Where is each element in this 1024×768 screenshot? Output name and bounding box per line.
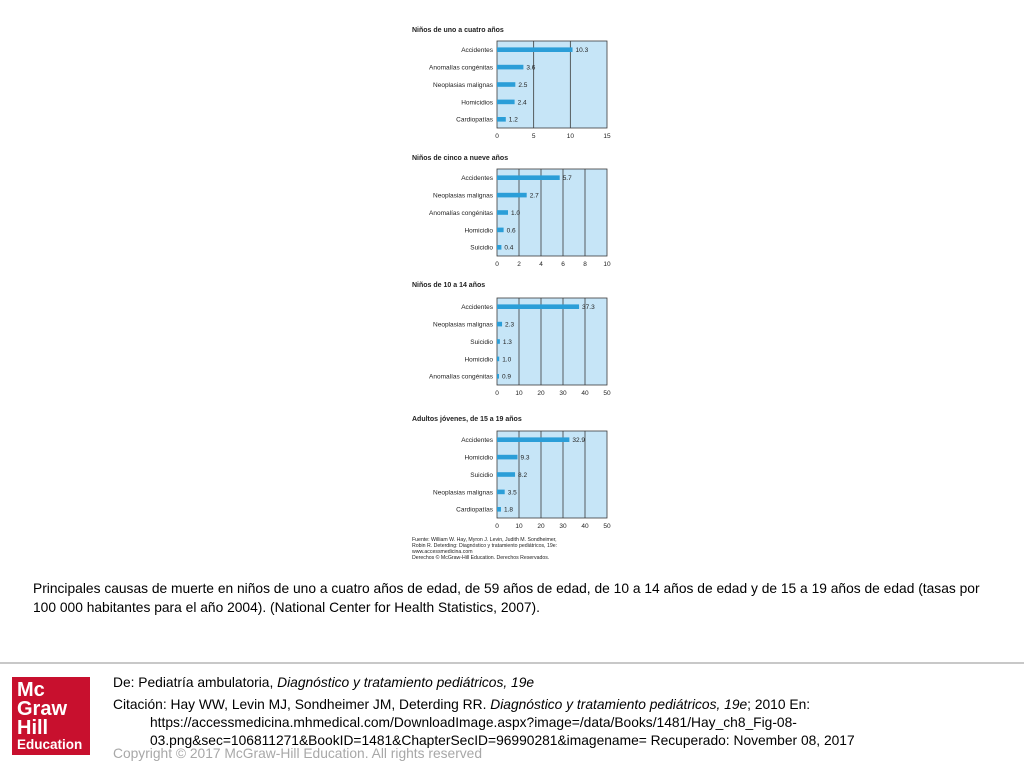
chart-1-value-label: 2.5 xyxy=(518,81,528,89)
chart-4-tick-label: 20 xyxy=(537,523,545,530)
chart-1-bar xyxy=(497,47,573,52)
chart-3-category-label: Suicidio xyxy=(470,338,493,346)
citation-url-2[interactable]: 03.png&sec=106811271&BookID=1481&ChapterSecID=96990281&imagename= Recuperado: November 08, 2017 xyxy=(150,733,855,748)
chart-4-tick-label: 0 xyxy=(495,523,499,530)
chart-2-value-label: 0.4 xyxy=(504,244,514,252)
divider xyxy=(0,662,1024,664)
source-line-4: Derechos © McGraw-Hill Education. Derechos Reservados. xyxy=(412,555,550,561)
chart-3-category-label: Accidentes xyxy=(461,304,493,312)
footer-citation xyxy=(113,696,903,750)
chart-1-bar xyxy=(497,82,515,87)
logo-text-education: Education xyxy=(17,737,83,752)
chart-4-category-label: Neoplasias malignas xyxy=(433,489,493,497)
chart-3-value-label: 1.0 xyxy=(502,356,512,364)
chart-3-tick-label: 20 xyxy=(537,390,545,397)
chart-3-value-label: 2.3 xyxy=(505,321,515,329)
citation-url-1[interactable]: https://accessmedicina.mhmedical.com/DownloadImage.aspx?image=/data/Books/1481/Hay_ch8_Fig-08- xyxy=(150,715,797,730)
chart-3-category-label: Neoplasias malignas xyxy=(433,321,493,329)
footer-from-prefix: De: Pediatría ambulatoria, xyxy=(113,675,278,690)
chart-4-value-label: 1.8 xyxy=(503,506,514,514)
logo-text-hill: Hill xyxy=(17,717,49,739)
chart-4-value-label: 32.9 xyxy=(572,437,586,445)
chart-3-category-label: Homicidio xyxy=(464,356,493,364)
chart-4-value-label: 8.2 xyxy=(518,471,528,479)
source-line-2: Robin R. Deterding: Diagnóstico y tratamiento pediátricos, 19e: xyxy=(412,543,558,549)
chart-4-bar xyxy=(497,507,501,512)
chart-1-bar xyxy=(497,65,523,70)
chart-4-title: Adultos jóvenes, de 15 a 19 años xyxy=(412,416,522,423)
chart-4-tick-label: 30 xyxy=(559,523,567,530)
chart-1-value-label: 2.4 xyxy=(517,99,527,107)
chart-3-bar xyxy=(497,339,500,344)
chart-4-bar xyxy=(497,472,515,477)
chart-3-bar xyxy=(497,374,499,379)
chart-3-tick-label: 40 xyxy=(581,390,589,397)
chart-3-value-label: 1.3 xyxy=(502,338,512,346)
chart-2-tick-label: 10 xyxy=(603,261,611,268)
chart-2-tick-label: 0 xyxy=(495,261,499,268)
chart-1-category-label: Anomalías congénitas xyxy=(429,64,493,72)
chart-1-title: Niños de uno a cuatro años xyxy=(412,27,504,34)
chart-2-title: Niños de cinco a nueve años xyxy=(412,155,509,162)
chart-1-tick-label: 15 xyxy=(603,133,611,140)
citation-book: Diagnóstico y tratamiento pediátricos, 19e xyxy=(490,697,748,712)
chart-4-bar xyxy=(497,490,505,495)
chart-2-category-label: Neoplasias malignas xyxy=(433,192,493,200)
chart-2-tick-label: 6 xyxy=(561,261,565,268)
footer-from-book: Diagnóstico y tratamiento pediátricos, 19e xyxy=(277,675,535,690)
chart-3-tick-label: 50 xyxy=(603,390,611,397)
chart-2-value-label: 5.7 xyxy=(562,175,572,183)
chart-4-category-label: Accidentes xyxy=(461,437,493,445)
chart-3-tick-label: 30 xyxy=(559,390,567,397)
chart-2-bar xyxy=(497,210,508,215)
chart-2-bar xyxy=(497,228,504,233)
mcgraw-hill-logo xyxy=(12,677,90,755)
chart-4-bar xyxy=(497,437,569,442)
chart-2-category-label: Accidentes xyxy=(461,175,493,183)
chart-3-bar xyxy=(497,304,579,309)
chart-1-category-label: Cardiopatías xyxy=(456,116,493,124)
chart-2-tick-label: 4 xyxy=(539,261,543,268)
logo-text-graw: Graw xyxy=(17,698,68,720)
figure-caption: Principales causas de muerte en niños de uno a cuatro años de edad, de 59 años de edad, de 10 a 14 años de edad y de 15 a 19 años de edad (tasas por 100 000 habitantes para el año 2004). (National Center for Health Statistics, 2007). xyxy=(33,581,980,615)
chart-1-tick-label: 10 xyxy=(566,133,574,140)
chart-1-category-label: Homicidios xyxy=(461,99,493,107)
citation-prefix: Citación: Hay WW, Levin MJ, Sondheimer JM, Deterding RR. xyxy=(113,697,491,712)
chart-4-tick-label: 10 xyxy=(515,523,523,530)
footer-source xyxy=(113,674,534,692)
source-line-1: Fuente: William W. Hay, Myron J. Levin, Judith M. Sondheimer, xyxy=(412,537,557,543)
logo-text-mc: Mc xyxy=(17,679,45,701)
chart-4-value-label: 3.5 xyxy=(507,489,517,497)
chart-2-bar xyxy=(497,175,560,180)
chart-2-tick-label: 8 xyxy=(583,261,587,268)
chart-1-bar xyxy=(497,100,515,105)
chart-2-tick-label: 2 xyxy=(517,261,521,268)
chart-3-title: Niños de 10 a 14 años xyxy=(412,282,486,289)
chart-2-value-label: 2.7 xyxy=(529,192,539,200)
chart-1-bar xyxy=(497,117,506,122)
chart-4-value-label: 9.3 xyxy=(520,454,530,462)
chart-3-value-label: 37.3 xyxy=(582,304,595,312)
chart-2-category-label: Anomalías congénitas xyxy=(429,209,493,217)
chart-2-category-label: Suicidio xyxy=(470,244,493,252)
chart-1-value-label: 10.3 xyxy=(575,47,589,55)
chart-2-bar xyxy=(497,245,501,250)
chart-1-value-label: 3.6 xyxy=(526,64,536,72)
chart-1-category-label: Neoplasias malignas xyxy=(433,81,493,89)
chart-4-tick-label: 50 xyxy=(603,523,611,530)
chart-4-category-label: Homicidio xyxy=(464,454,493,462)
chart-3-bar xyxy=(497,357,499,362)
chart-3-bar xyxy=(497,322,502,327)
chart-2-value-label: 0.6 xyxy=(506,227,516,235)
copyright-text: Copyright © 2017 McGraw-Hill Education. All rights reserved xyxy=(113,746,483,761)
chart-3-tick-label: 0 xyxy=(495,390,499,397)
chart-1-category-label: Accidentes xyxy=(461,47,493,55)
chart-1-tick-label: 0 xyxy=(495,133,499,140)
chart-4-category-label: Cardiopatías xyxy=(456,506,493,514)
chart-2-bar xyxy=(497,193,527,198)
chart-4-category-label: Suicidio xyxy=(470,471,493,479)
chart-3-category-label: Anomalías congénitas xyxy=(429,373,493,381)
chart-4-tick-label: 40 xyxy=(581,523,589,530)
chart-3-value-label: 0.9 xyxy=(501,373,512,381)
chart-3-tick-label: 10 xyxy=(515,390,523,397)
chart-1-value-label: 1.2 xyxy=(508,116,518,124)
chart-1-tick-label: 5 xyxy=(531,133,536,140)
source-line-3: www.accessmedicina.com xyxy=(412,549,473,555)
chart-4-bar xyxy=(497,455,517,460)
chart-2-value-label: 1.0 xyxy=(511,209,521,217)
chart-2-category-label: Homicidio xyxy=(464,227,493,235)
citation-suffix: ; 2010 En: xyxy=(747,697,811,712)
